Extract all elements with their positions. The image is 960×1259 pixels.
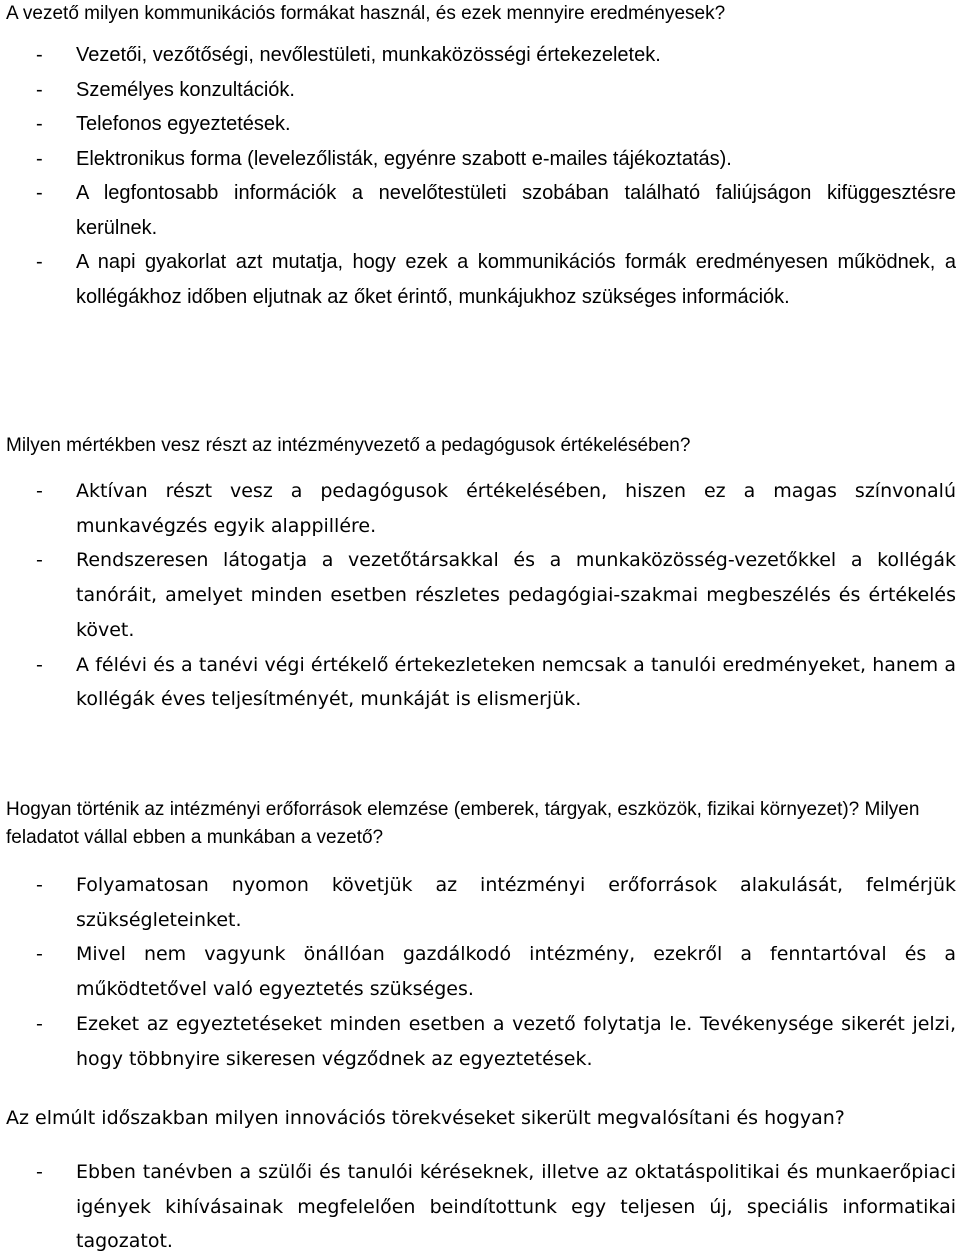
question-heading: Hogyan történik az intézményi erőforrások elemzése (emberek, tárgyak, eszközök, fizikai környezet)? Milyen feladatot vállal ebben a munkában a vezető? (6, 799, 920, 848)
list-item: - Személyes konzultációk. (6, 73, 956, 108)
bullet-dash: - (36, 480, 43, 502)
bullet-dash: - (36, 44, 43, 66)
question-heading: A vezető milyen kommunikációs formákat használ, és ezek mennyire eredményesek? (6, 3, 726, 24)
bullet-list (6, 38, 956, 314)
list-item: - Folyamatosan nyomon követjük az intézményi erőforrások alakulását, felmérjük szükségleteinket. (6, 868, 956, 937)
question-heading: Milyen mértékben vesz részt az intézményvezető a pedagógusok értékelésében? (6, 435, 691, 456)
bullet-list (6, 1155, 956, 1259)
bullet-list (6, 868, 956, 1076)
list-item: - A legfontosabb információk a nevelőtestületi szobában található faliújságon kifüggesztésre kerülnek. (6, 176, 956, 245)
bullet-dash: - (36, 182, 43, 204)
list-item: - Vezetői, vezőtőségi, nevőlestületi, munkaközösségi értekezeletek. (6, 38, 956, 73)
bullet-dash: - (36, 653, 43, 676)
list-item: - Aktívan részt vesz a pedagógusok értékelésében, hiszen ez a magas színvonalú munkavégzés egyik alappillére. (6, 474, 956, 543)
bullet-dash: - (36, 147, 43, 170)
bullet-dash: - (36, 113, 43, 135)
question-heading: Az elmúlt időszakban milyen innovációs törekvéseket sikerült megvalósítani és hogyan? (6, 1107, 845, 1129)
list-item: - A napi gyakorlat azt mutatja, hogy ezek a kommunikációs formák eredményesen működnek, a kollégákhoz időben eljutnak az őket érintő, munkájukhoz szükséges információk. (6, 245, 956, 314)
bullet-dash: - (36, 1012, 43, 1035)
bullet-dash: - (36, 1161, 43, 1183)
bullet-dash: - (36, 874, 43, 896)
list-item: - Ebben tanévben a szülői és tanulói kéréseknek, illetve az oktatáspolitikai és munkaerőpiaci igények kihívásainak megfelelően beindítottunk egy teljesen új, speciális informatikai tagozatot. (6, 1155, 956, 1259)
bullet-dash: - (36, 78, 43, 101)
list-item: - Elektronikus forma (levelezőlisták, egyénre szabott e-mailes tájékoztatás). (6, 142, 956, 177)
bullet-dash: - (36, 549, 43, 572)
list-item: - Mivel nem vagyunk önállóan gazdálkodó intézmény, ezekről a fenntartóval és a működtetővel való egyeztetés szükséges. (6, 937, 956, 1006)
list-item: - Telefonos egyeztetések. (6, 107, 956, 142)
bullet-dash: - (36, 251, 43, 273)
list-item: - Ezeket az egyeztetéseket minden esetben a vezető folytatja le. Tevékenysége sikerét jelzi, hogy többnyire sikeresen végződnek az egyeztetések. (6, 1007, 956, 1076)
list-item: - A félévi és a tanévi végi értékelő értekezleteken nemcsak a tanulói eredményeket, hanem a kollégák éves teljesítményét, munkáját is elismerjük. (6, 648, 956, 717)
list-item: - Rendszeresen látogatja a vezetőtársakkal és a munkaközösség-vezetőkkel a kollégák tanóráit, amelyet minden esetben részletes pedagógiai-szakmai megbeszélés és értékelés követ. (6, 543, 956, 647)
bullet-list (6, 474, 956, 717)
bullet-dash: - (36, 943, 43, 966)
